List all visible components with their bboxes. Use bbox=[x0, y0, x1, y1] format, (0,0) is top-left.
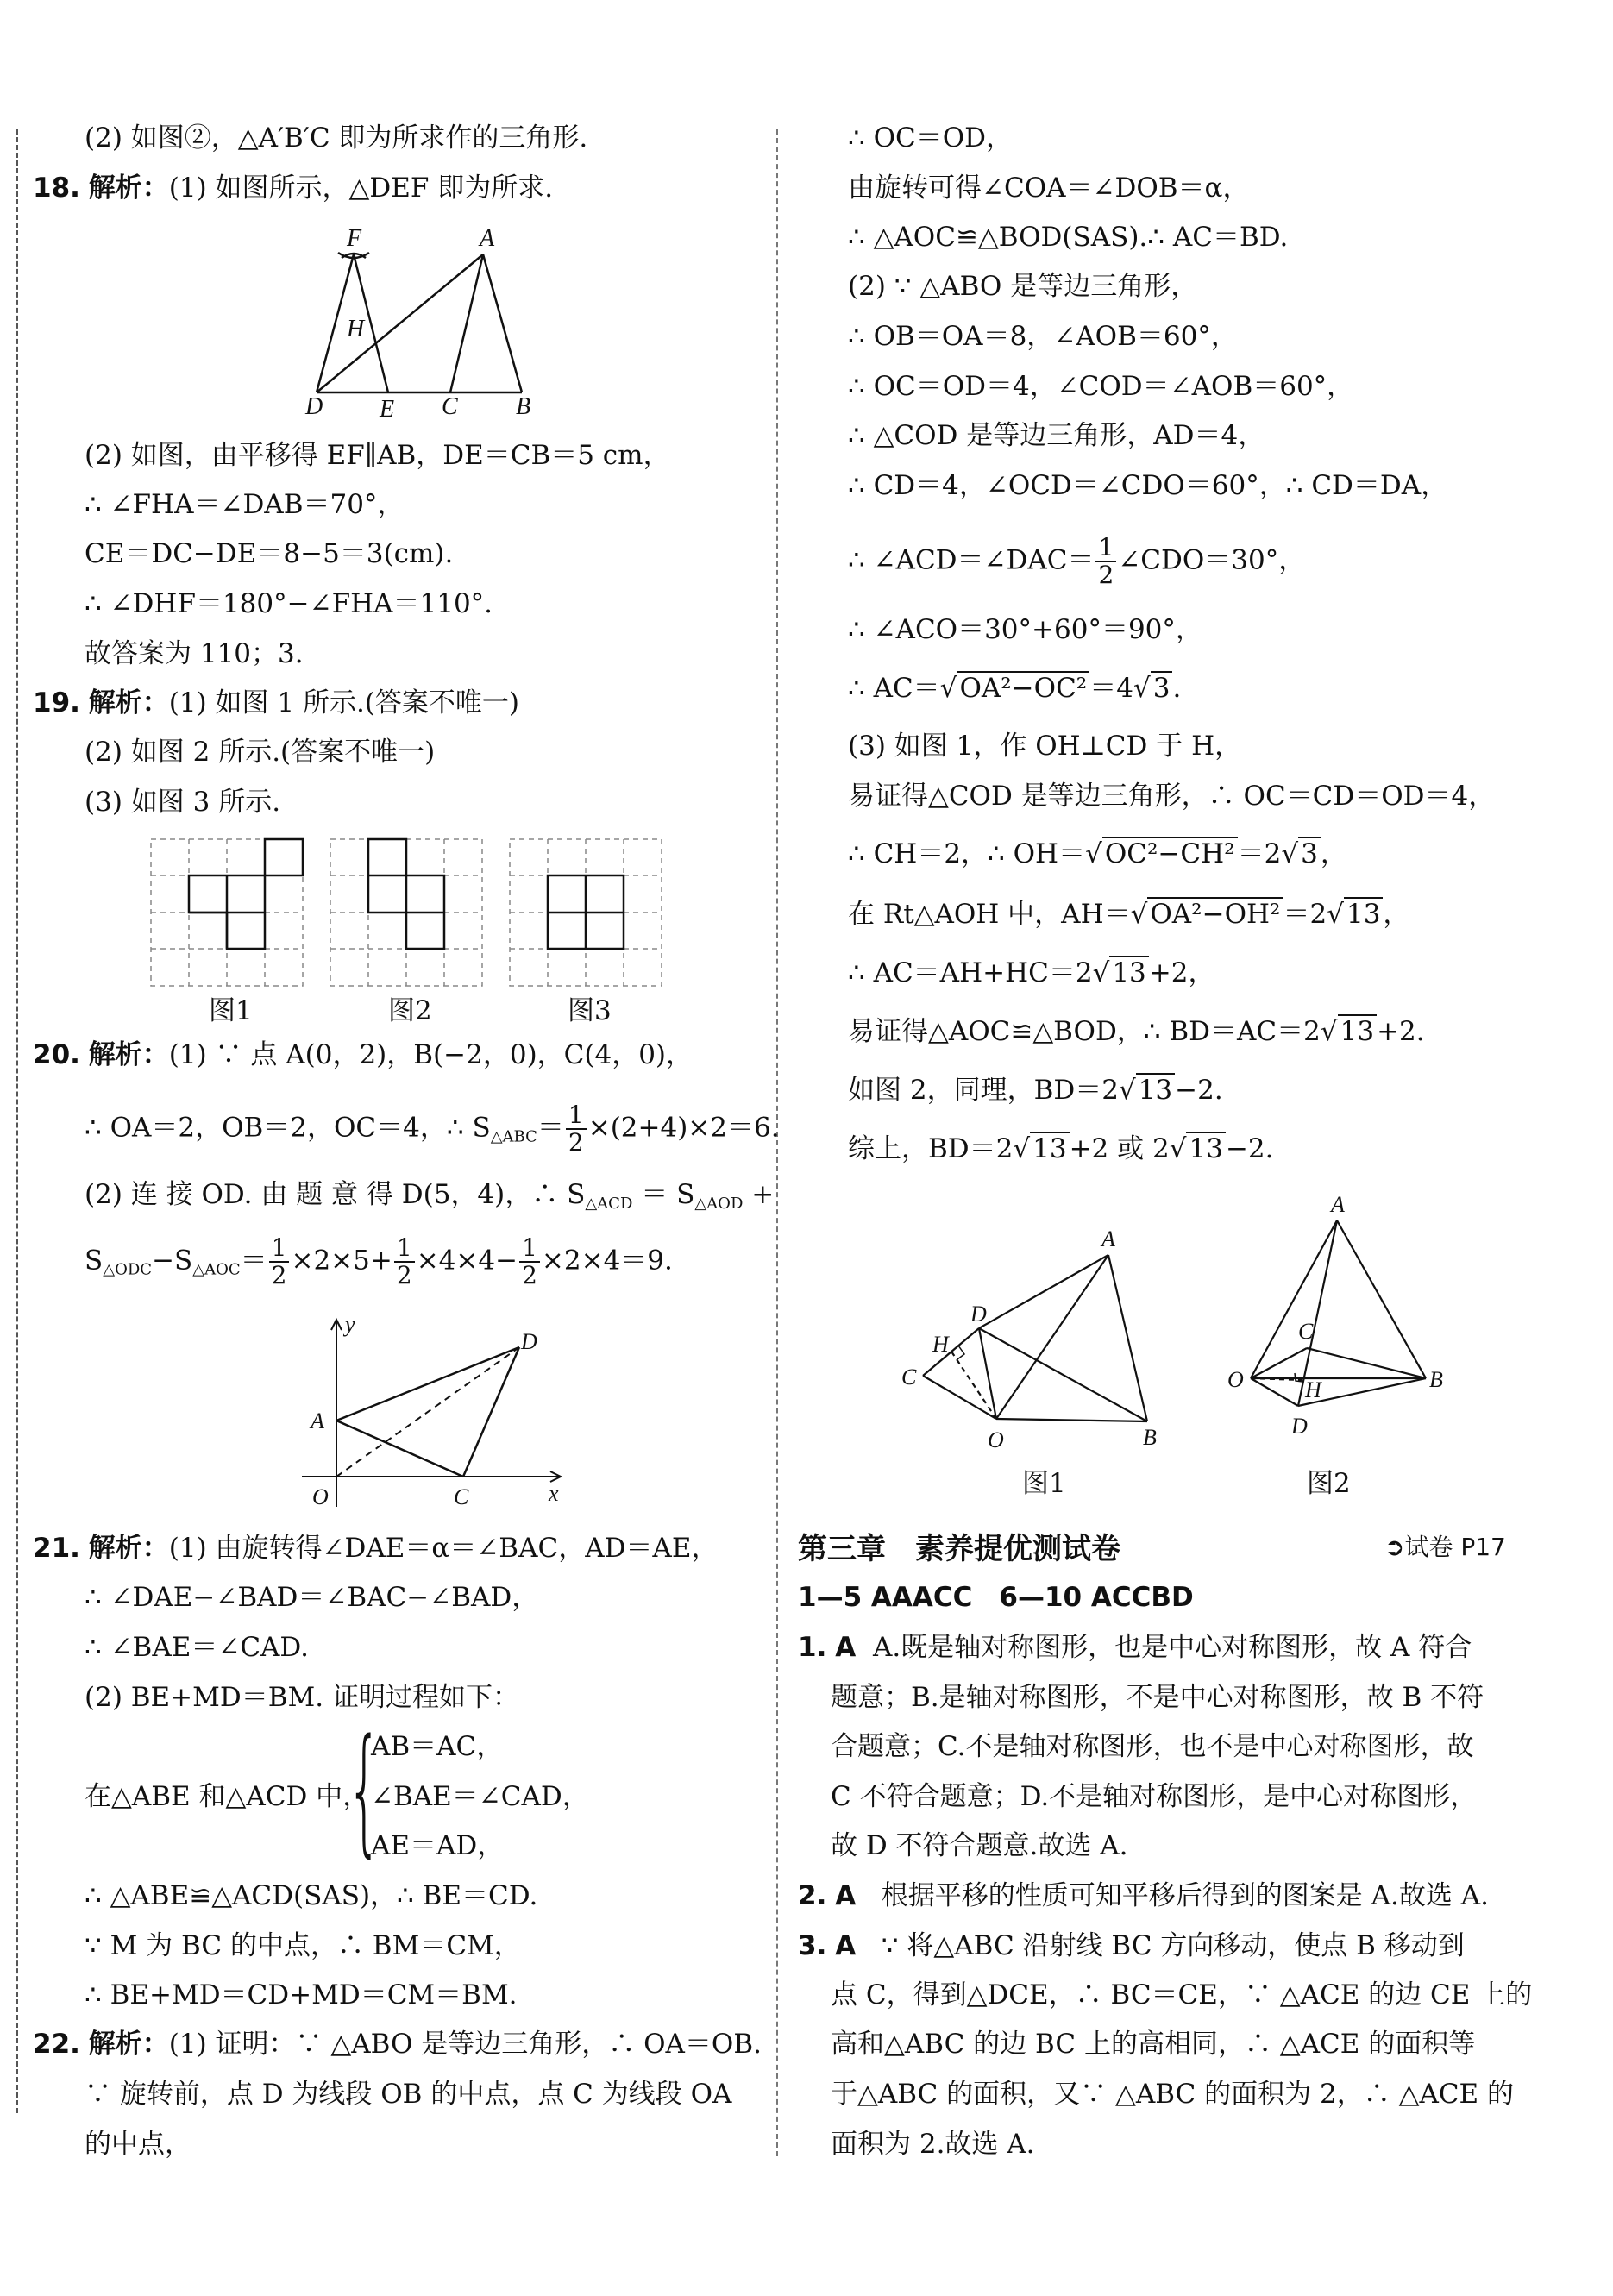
figure-caption: 图2 bbox=[388, 995, 432, 1026]
figure-caption: 图3 bbox=[568, 995, 612, 1026]
text-fragment: ＝2 bbox=[1283, 899, 1327, 930]
denominator: 2 bbox=[522, 1261, 537, 1289]
text-fragment: ， bbox=[1320, 838, 1347, 869]
question-number: 18. bbox=[33, 173, 80, 204]
label-C: C bbox=[901, 1364, 917, 1390]
equation-line: ∠BAE＝∠CAD， bbox=[371, 1781, 589, 1812]
text-line: ∴ BE+MD＝CD+MD＝CM＝BM. bbox=[85, 1979, 518, 2011]
numerator: 1 bbox=[394, 1235, 415, 1263]
label-A: A bbox=[1331, 1192, 1345, 1217]
text-fragment: 综上，BD＝2 bbox=[848, 1133, 1014, 1164]
sqrt-radicand: OA²−OH² bbox=[1147, 897, 1283, 930]
numerator: 1 bbox=[269, 1235, 290, 1263]
text-line: (3) 如图 3 所示. bbox=[85, 787, 281, 818]
text-line: ∴ OC＝OD＝4，∠COD＝∠AOB＝60°， bbox=[848, 371, 1354, 402]
text-line: 合题意；C.不是轴对称图形，也不是中心对称图形，故 bbox=[831, 1731, 1474, 1762]
subscript: △AOD bbox=[694, 1195, 744, 1213]
text-line: (1) 如图 1 所示.(答案不唯一) bbox=[168, 687, 520, 718]
text-fragment: ×2×4＝9. bbox=[541, 1245, 673, 1277]
denominator: 2 bbox=[396, 1261, 412, 1289]
denominator: 2 bbox=[568, 1128, 584, 1157]
text-fragment: +2， bbox=[1148, 957, 1215, 988]
text-line: ∴ AC＝√OA²−OC²＝4√3. bbox=[848, 673, 1182, 704]
segment-AC bbox=[336, 1421, 463, 1477]
question-number: 2. bbox=[798, 1880, 827, 1911]
answer-key: 1—5 AAACC 6—10 ACCBD bbox=[798, 1582, 1194, 1613]
text-line: 易证得△AOC≌△BOD，∴ BD＝AC＝2√13+2. bbox=[848, 1016, 1425, 1047]
fraction bbox=[269, 1235, 290, 1289]
text-line: (2) 如图②，△A′B′C 即为所求作的三角形. bbox=[85, 122, 588, 154]
q20-coordinate-figure bbox=[285, 1313, 578, 1520]
segment-AD bbox=[979, 1255, 1108, 1328]
subscript: △ODC bbox=[103, 1260, 153, 1279]
text-line bbox=[85, 1235, 673, 1289]
sqrt-radicand: 13 bbox=[1136, 1073, 1175, 1106]
text-line: ∴ ∠DHF＝180°−∠FHA＝110°. bbox=[85, 588, 493, 619]
text-line: ∴ △ABE≌△ACD(SAS)，∴ BE＝CD. bbox=[85, 1880, 538, 1911]
label-y: y bbox=[345, 1313, 355, 1337]
q18-header bbox=[33, 171, 553, 205]
text-line: (2) BE+MD＝BM. 证明过程如下： bbox=[85, 1682, 519, 1713]
label-F: F bbox=[347, 225, 362, 252]
text-line: ∴ CD＝4，∠OCD＝∠CDO＝60°，∴ CD＝DA， bbox=[848, 470, 1448, 501]
text-line: 故 D 不符合题意.故选 A. bbox=[831, 1830, 1128, 1861]
text-line: 如图 2，同理，BD＝2√13−2. bbox=[848, 1075, 1223, 1106]
text-line: ∴ OC＝OD， bbox=[848, 122, 1013, 154]
label-E: E bbox=[380, 396, 395, 418]
text-fragment: ＝ S bbox=[632, 1179, 695, 1210]
solution-label: 解析： bbox=[88, 687, 169, 718]
text-fragment: −S bbox=[152, 1245, 193, 1277]
text-line: ∵ 旋转前，点 D 为线段 OB 的中点，点 C 为线段 OA bbox=[85, 2079, 732, 2110]
text-line: ∴ ∠BAE＝∠CAD. bbox=[85, 1632, 310, 1663]
text-line: 根据平移的性质可知平移后得到的图案是 A.故选 A. bbox=[881, 1880, 1489, 1911]
q19-grid-figures bbox=[147, 835, 664, 990]
text-fragment: ×2×5+ bbox=[291, 1245, 392, 1277]
segment-OB bbox=[996, 1419, 1147, 1421]
text-line: (1) 证明：∵ △ABO 是等边三角形，∴ OA＝OB. bbox=[168, 2029, 762, 2060]
text-line: ∵ M 为 BC 的中点，∴ BM＝CM， bbox=[85, 1930, 521, 1961]
text-fragment: ， bbox=[1383, 899, 1410, 930]
question-number: 22. bbox=[33, 2029, 80, 2060]
text-fragment: −2. bbox=[1175, 1075, 1223, 1106]
equation-system-prefix: 在△ABE 和△ACD 中， bbox=[85, 1781, 370, 1812]
segment-AB bbox=[1337, 1220, 1426, 1378]
text-line: (2) 如图 2 所示.(答案不唯一) bbox=[85, 737, 436, 768]
denominator: 2 bbox=[1098, 561, 1114, 589]
text-line: 于△ABC 的面积，又∵ △ABC 的面积为 2，∴ △ACE 的 bbox=[831, 2079, 1515, 2110]
solution-label: 解析： bbox=[88, 1533, 169, 1564]
denominator: 2 bbox=[271, 1261, 287, 1289]
label-A: A bbox=[311, 1408, 324, 1433]
text-line bbox=[85, 1177, 774, 1221]
text-fragment: ∠CDO＝30°， bbox=[1118, 544, 1306, 576]
text-line: CE＝DC−DE＝8−5＝3(cm). bbox=[85, 538, 454, 569]
text-line: 综上，BD＝2√13+2 或 2√13−2. bbox=[848, 1133, 1274, 1164]
question-number: 20. bbox=[33, 1039, 80, 1070]
text-line: 易证得△COD 是等边三角形，∴ OC＝CD＝OD＝4， bbox=[848, 781, 1496, 812]
subscript: △ACD bbox=[585, 1195, 633, 1213]
label-D: D bbox=[970, 1302, 987, 1327]
q21-header bbox=[33, 1531, 718, 1565]
text-line bbox=[85, 1102, 780, 1156]
text-fragment: S bbox=[85, 1245, 104, 1277]
grid-figure-2 bbox=[330, 839, 482, 986]
q22-header bbox=[33, 2027, 762, 2061]
answer-letter: A bbox=[835, 1930, 857, 1961]
text-fragment: 易证得△AOC≌△BOD，∴ BD＝AC＝2 bbox=[848, 1016, 1321, 1047]
right-angle-mark bbox=[957, 1346, 964, 1359]
text-fragment: ＝ bbox=[240, 1245, 267, 1277]
sqrt-radicand: 13 bbox=[1109, 956, 1148, 988]
text-fragment: ＝ bbox=[537, 1112, 564, 1144]
label-H: H bbox=[1305, 1377, 1321, 1402]
text-line: ∴ AC＝AH+HC＝2√13+2， bbox=[848, 957, 1215, 988]
text-line: ∴ OB＝OA＝8，∠AOB＝60°， bbox=[848, 321, 1238, 352]
answer-1 bbox=[798, 1630, 1472, 1665]
text-line: (2) ∵ △ABO 是等边三角形， bbox=[848, 271, 1198, 302]
numerator: 1 bbox=[566, 1102, 587, 1130]
label-O: O bbox=[1227, 1367, 1244, 1392]
sqrt-radicand: 13 bbox=[1186, 1132, 1225, 1164]
left-brace: { bbox=[347, 1709, 382, 1870]
text-fragment: ＝2 bbox=[1237, 838, 1282, 869]
text-line: ∴ ∠ACO＝30°+60°＝90°， bbox=[848, 614, 1202, 645]
text-line: 故答案为 110；3. bbox=[85, 638, 304, 669]
text-fragment: ∴ AC＝AH+HC＝2 bbox=[848, 957, 1093, 988]
binding-dashed-line bbox=[16, 129, 18, 2113]
text-line: (3) 如图 1，作 OH⊥CD 于 H， bbox=[848, 731, 1242, 762]
text-line: (1) ∵ 点 A(0，2)，B(−2，0)，C(4，0)， bbox=[168, 1039, 694, 1070]
label-C: C bbox=[442, 393, 458, 418]
answer-letter: A bbox=[835, 1632, 857, 1663]
text-line: ∴ △AOC≌△BOD(SAS).∴ AC＝BD. bbox=[848, 222, 1289, 253]
text-fragment: +2 或 2 bbox=[1069, 1133, 1170, 1164]
label-O: O bbox=[988, 1427, 1004, 1452]
solution-label: 解析： bbox=[88, 173, 169, 204]
segment-AB bbox=[483, 254, 522, 392]
chapter-title: 第三章 素养提优测试卷 bbox=[798, 1532, 1120, 1566]
label-A: A bbox=[480, 225, 495, 252]
segment-AC bbox=[450, 254, 483, 392]
text-line: ∵ 将△ABC 沿射线 BC 方向移动，使点 B 移动到 bbox=[881, 1930, 1465, 1961]
label-A: A bbox=[1101, 1226, 1115, 1252]
equation-line: AB＝AC， bbox=[371, 1731, 504, 1762]
sqrt-radicand: 13 bbox=[1344, 897, 1383, 930]
numerator: 1 bbox=[519, 1235, 540, 1263]
segment-OD bbox=[1251, 1378, 1298, 1406]
label-H: H bbox=[347, 316, 365, 342]
answer-3 bbox=[798, 1929, 1465, 1963]
figure-caption: 图2 bbox=[1307, 1468, 1351, 1499]
subscript: △ABC bbox=[490, 1127, 537, 1146]
question-number: 19. bbox=[33, 687, 80, 718]
text-line: A.既是轴对称图形，也是中心对称图形，故 A 符合 bbox=[872, 1632, 1472, 1663]
test-paper-reference: ➲试卷 P17 bbox=[1384, 1533, 1506, 1561]
solution-label: 解析： bbox=[88, 2029, 169, 2060]
text-line: 点 C，得到△DCE，∴ BC＝CE，∵ △ACE 的边 CE 上的 bbox=[831, 1979, 1533, 2011]
label-B: B bbox=[1429, 1367, 1443, 1392]
label-D: D bbox=[1291, 1414, 1308, 1439]
subscript: △AOC bbox=[192, 1260, 241, 1279]
sqrt-radicand: 13 bbox=[1338, 1014, 1377, 1047]
text-fragment: 在 Rt△AOH 中，AH＝ bbox=[848, 899, 1131, 930]
question-number: 1. bbox=[798, 1632, 827, 1663]
grid-figure-1 bbox=[151, 839, 303, 986]
text-fragment: (2) 连 接 OD. 由 题 意 得 D(5，4)，∴ S bbox=[85, 1179, 586, 1210]
fraction bbox=[1095, 535, 1116, 588]
text-line: (2) 如图，由平移得 EF∥AB，DE＝CB＝5 cm， bbox=[85, 440, 670, 471]
question-number: 21. bbox=[33, 1533, 80, 1564]
text-fragment: ×(2+4)×2＝6. bbox=[587, 1112, 780, 1144]
equation-line: AE＝AD， bbox=[371, 1830, 505, 1861]
text-line: (1) 如图所示，△DEF 即为所求. bbox=[168, 173, 554, 204]
text-fragment: −2. bbox=[1225, 1133, 1274, 1164]
text-fragment: ∴ OA＝2，OB＝2，OC＝4，∴ S bbox=[85, 1112, 491, 1144]
text-fragment: ∴ AC＝ bbox=[848, 673, 940, 704]
grid-figure-3 bbox=[510, 839, 662, 986]
text-fragment: 如图 2，同理，BD＝2 bbox=[848, 1075, 1119, 1106]
label-B: B bbox=[516, 393, 531, 418]
segment-AO bbox=[996, 1255, 1108, 1419]
fraction bbox=[566, 1102, 587, 1156]
q22-figure-2 bbox=[1212, 1190, 1445, 1458]
text-line: 高和△ABC 的边 BC 上的高相同，∴ △ACE 的面积等 bbox=[831, 2029, 1476, 2060]
text-line: ∴ ∠DAE−∠BAD＝∠BAC−∠BAD， bbox=[85, 1582, 539, 1613]
text-line: 在 Rt△AOH 中，AH＝√OA²−OH²＝2√13， bbox=[848, 899, 1410, 930]
text-line bbox=[848, 535, 1305, 588]
sqrt-radicand: 13 bbox=[1030, 1132, 1069, 1164]
segment-AB bbox=[1108, 1255, 1147, 1421]
question-number: 3. bbox=[798, 1930, 827, 1961]
label-H: H bbox=[932, 1332, 949, 1357]
text-line: 面积为 2.故选 A. bbox=[831, 2129, 1035, 2160]
label-B: B bbox=[1143, 1425, 1157, 1450]
text-fragment: ＝4 bbox=[1089, 673, 1133, 704]
text-fragment: +2. bbox=[1377, 1016, 1425, 1047]
sqrt-radicand: 3 bbox=[1298, 837, 1321, 869]
text-line: ∴ ∠FHA＝∠DAB＝70°， bbox=[85, 489, 405, 520]
sqrt-radicand: OA²−OC² bbox=[957, 671, 1089, 704]
text-fragment: . bbox=[1172, 673, 1182, 704]
label-D: D bbox=[305, 393, 323, 418]
text-line: (1) 由旋转得∠DAE＝α＝∠BAC，AD＝AE， bbox=[168, 1533, 719, 1564]
answer-2 bbox=[798, 1879, 1489, 1913]
label-D: D bbox=[521, 1329, 537, 1354]
segment-DO bbox=[979, 1328, 996, 1419]
text-line: 的中点， bbox=[85, 2129, 191, 2160]
fraction bbox=[519, 1235, 540, 1289]
text-line: 由旋转可得∠COA＝∠DOB＝α， bbox=[848, 173, 1250, 204]
label-C: C bbox=[454, 1484, 469, 1509]
text-fragment: ×4×4− bbox=[416, 1245, 518, 1277]
segment-AD bbox=[317, 254, 483, 392]
q18-figure bbox=[293, 220, 552, 418]
segment-CO bbox=[923, 1376, 996, 1419]
sqrt-radicand: OC²−CH² bbox=[1102, 837, 1238, 869]
solution-label: 解析： bbox=[88, 1039, 169, 1070]
text-line: ∴ △COD 是等边三角形，AD＝4， bbox=[848, 420, 1265, 451]
figure-caption: 图1 bbox=[1022, 1468, 1066, 1499]
q20-header bbox=[33, 1038, 693, 1072]
sqrt-radicand: 3 bbox=[1151, 671, 1173, 704]
numerator: 1 bbox=[1095, 535, 1116, 562]
label-C: C bbox=[1298, 1319, 1314, 1344]
fraction bbox=[394, 1235, 415, 1289]
text-fragment: ∴ ∠ACD＝∠DAC＝ bbox=[848, 544, 1095, 576]
text-line: ∴ CH＝2，∴ OH＝√OC²−CH²＝2√3， bbox=[848, 838, 1347, 869]
segment-CB bbox=[1307, 1348, 1426, 1378]
figure-caption: 图1 bbox=[209, 995, 253, 1026]
text-fragment: + bbox=[743, 1179, 775, 1210]
answer-letter: A bbox=[835, 1880, 857, 1911]
text-fragment: ∴ CH＝2，∴ OH＝ bbox=[848, 838, 1086, 869]
q19-header bbox=[33, 686, 519, 720]
label-x: x bbox=[549, 1481, 559, 1506]
q22-figure-1 bbox=[901, 1225, 1169, 1458]
label-O: O bbox=[312, 1484, 329, 1509]
text-line: C 不符合题意；D.不是轴对称图形，是中心对称图形， bbox=[831, 1781, 1478, 1812]
text-line: 题意；B.是轴对称图形，不是中心对称图形，故 B 不符 bbox=[831, 1682, 1484, 1713]
